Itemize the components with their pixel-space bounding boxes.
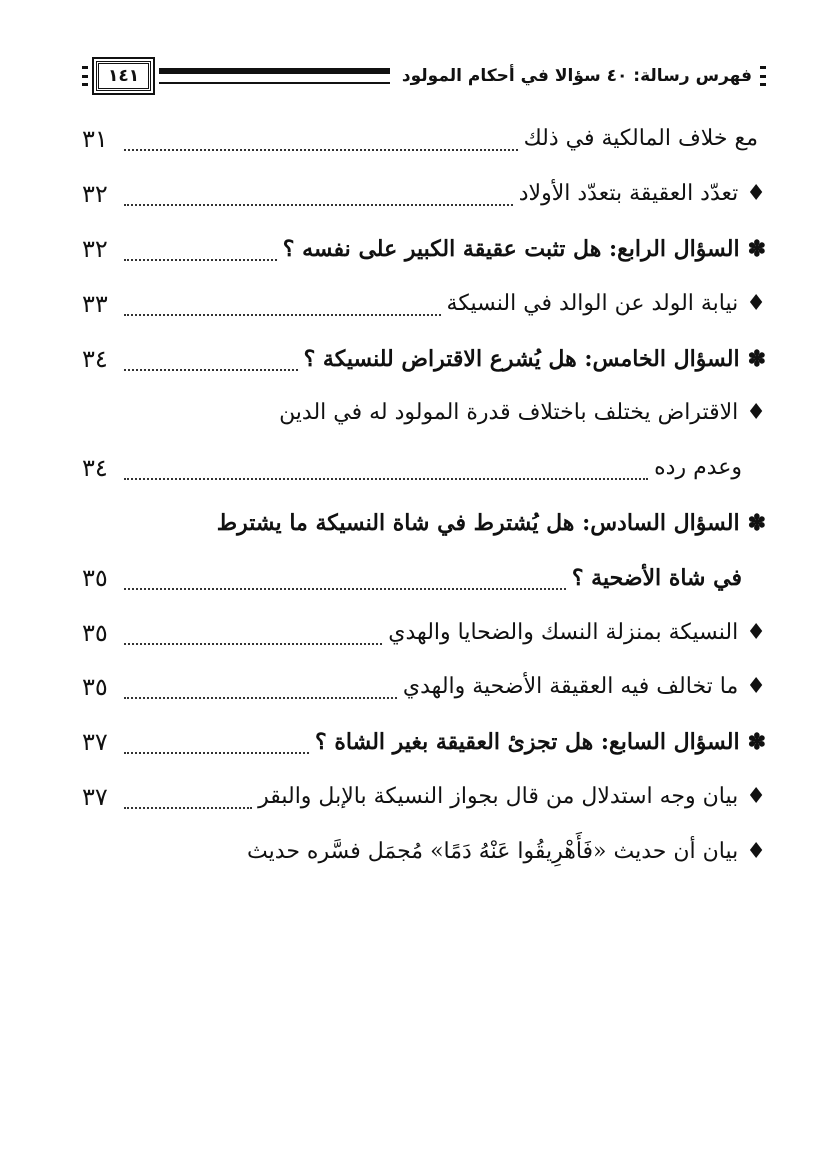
entry-title: بيان أن حديث «فَأَهْرِيقُوا عَنْهُ دَمًا» مُجمَل فسَّره حديث xyxy=(247,838,739,864)
dot-leader xyxy=(124,588,566,590)
entry-title: تعدّد العقيقة بتعدّد الأولاد xyxy=(518,181,739,207)
dot-leader xyxy=(124,697,397,699)
toc-section-heading xyxy=(82,222,766,277)
diamond-bullet-icon: ♦ xyxy=(746,400,766,426)
dot-leader xyxy=(124,149,518,151)
running-header xyxy=(82,58,766,94)
entry-title: السؤال السابع: هل تجزئ العقيقة بغير الشاة ؟ xyxy=(315,729,740,756)
dot-leader xyxy=(124,204,513,206)
dot-leader xyxy=(124,807,252,809)
entry-title: النسيكة بمنزلة النسك والضحايا والهدي xyxy=(388,619,739,645)
entry-page: ٣١ xyxy=(82,125,108,154)
toc-entry xyxy=(82,770,766,825)
toc-entry xyxy=(82,276,766,331)
diamond-bullet-icon: ♦ xyxy=(746,619,766,645)
entry-title: بيان وجه استدلال من قال بجواز النسيكة بالإبل والبقر xyxy=(258,783,739,809)
diamond-bullet-icon: ♦ xyxy=(746,838,766,864)
toc-entry xyxy=(82,824,766,879)
running-header-title: فهرس رسالة: ٤٠ سؤالا في أحكام المولود xyxy=(401,66,752,86)
entry-title: السؤال السادس: هل يُشترط في شاة النسيكة ما يشترط xyxy=(216,509,740,536)
diamond-bullet-icon: ♦ xyxy=(746,181,766,207)
diamond-bullet-icon: ♦ xyxy=(746,674,766,700)
asterisk-flower-icon: ✽ xyxy=(747,729,766,756)
entry-title: السؤال الرابع: هل تثبت عقيقة الكبير على نفسه ؟ xyxy=(282,235,740,262)
entry-page: ٣٥ xyxy=(82,618,108,647)
toc-entry xyxy=(82,112,766,167)
table-of-contents xyxy=(82,112,766,879)
dot-leader xyxy=(124,369,298,371)
asterisk-flower-icon: ✽ xyxy=(747,345,766,372)
entry-title: السؤال الخامس: هل يُشرع الاقتراض للنسيكة ؟ xyxy=(303,345,740,372)
entry-title: وعدم رده xyxy=(654,455,742,481)
entry-page: ٣٢ xyxy=(82,234,108,263)
dot-leader xyxy=(124,259,277,261)
entry-title: مع خلاف المالكية في ذلك xyxy=(523,126,758,152)
toc-section-heading xyxy=(82,715,766,770)
dot-leader xyxy=(124,752,309,754)
toc-entry xyxy=(82,660,766,715)
dot-leader xyxy=(124,643,382,645)
toc-section-heading xyxy=(82,331,766,386)
toc-entry xyxy=(82,386,766,441)
toc-entry-continuation xyxy=(82,550,766,605)
page-number: ١٤١ xyxy=(96,61,151,91)
dot-leader xyxy=(124,314,441,316)
toc-entry-continuation xyxy=(82,441,766,496)
header-rule xyxy=(159,68,390,84)
asterisk-flower-icon: ✽ xyxy=(747,235,766,262)
toc-entry xyxy=(82,167,766,222)
diamond-bullet-icon: ♦ xyxy=(746,290,766,316)
entry-page: ٣٢ xyxy=(82,180,108,209)
entry-title: ما تخالف فيه العقيقة الأضحية والهدي xyxy=(402,674,739,700)
entry-page: ٣٣ xyxy=(82,289,108,318)
header-ornament-left xyxy=(82,66,88,86)
toc-section-heading xyxy=(82,496,766,551)
entry-page: ٣٥ xyxy=(82,673,108,702)
entry-page: ٣٤ xyxy=(82,344,108,373)
header-ornament-right xyxy=(760,66,766,86)
entry-title: نيابة الولد عن الوالد في النسيكة xyxy=(446,290,739,316)
entry-page: ٣٧ xyxy=(82,782,108,811)
dot-leader xyxy=(124,478,648,480)
entry-page: ٣٤ xyxy=(82,454,108,483)
entry-title: الاقتراض يختلف باختلاف قدرة المولود له في الدين xyxy=(279,400,739,426)
asterisk-flower-icon: ✽ xyxy=(747,509,766,536)
entry-page: ٣٧ xyxy=(82,728,108,757)
diamond-bullet-icon: ♦ xyxy=(746,783,766,809)
entry-title: في شاة الأضحية ؟ xyxy=(571,564,742,591)
entry-page: ٣٥ xyxy=(82,563,108,592)
toc-entry xyxy=(82,605,766,660)
